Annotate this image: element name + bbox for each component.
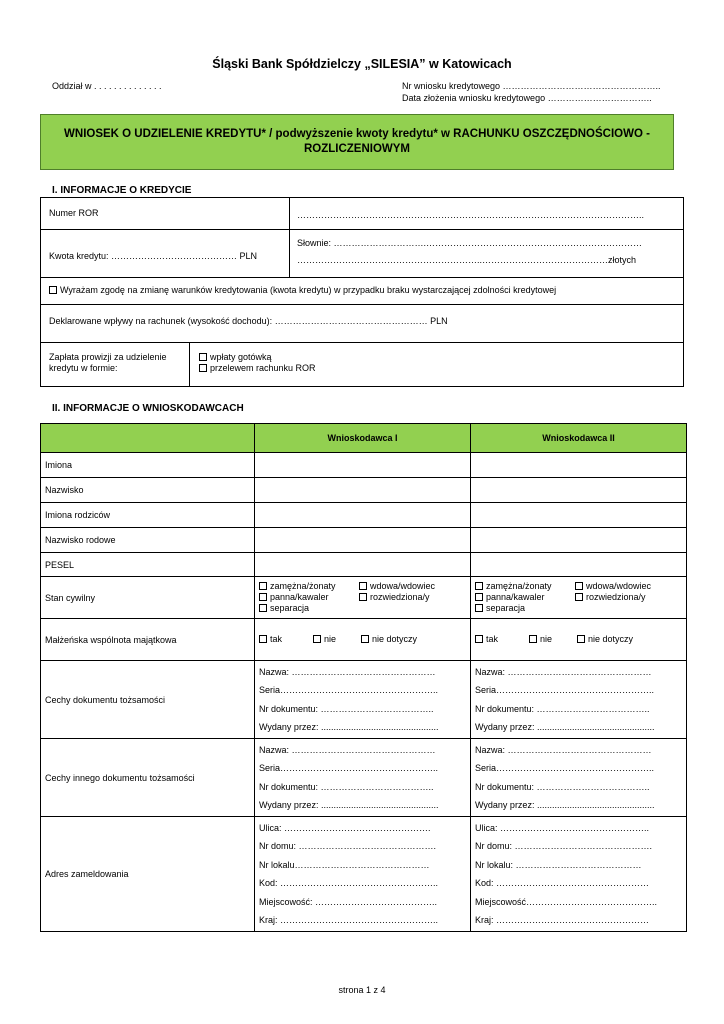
table-row	[41, 503, 687, 528]
checkbox[interactable]	[577, 635, 585, 643]
civil-widowed-option[interactable]	[575, 581, 651, 591]
joint-no-label: nie	[324, 634, 337, 644]
joint-na-option[interactable]	[577, 634, 633, 644]
applicant2-civil-status	[471, 577, 687, 619]
doc-number-field[interactable]: Nr dokumentu: ………………………………..	[259, 703, 434, 714]
fee-label-1: Zapłata prowizji za udzielenie	[49, 352, 167, 362]
civil-separated-option[interactable]	[475, 603, 525, 613]
civil-separated-label: separacja	[486, 603, 526, 613]
ror-input[interactable]: ……………………………………………………………………………………………………..	[297, 210, 645, 220]
page-number: strona 1 z 4	[338, 985, 386, 995]
checkbox[interactable]	[259, 635, 267, 643]
civil-divorced-option[interactable]	[575, 592, 646, 602]
table-row	[41, 453, 687, 478]
applicant1-parents-names-input[interactable]	[255, 503, 471, 528]
applicant1-address	[255, 817, 471, 932]
checkbox[interactable]	[475, 582, 483, 590]
address-code-field[interactable]: Kod: ……………………………………………	[475, 878, 650, 888]
table-row	[41, 661, 687, 739]
applicant2-address	[471, 817, 687, 932]
joint-na-label: nie dotyczy	[372, 634, 418, 644]
row-label-family-name: Nazwisko rodowe	[41, 528, 255, 553]
doc-number-field[interactable]: Nr dokumentu: ………………………………..	[259, 781, 434, 792]
checkbox[interactable]	[313, 635, 321, 643]
application-date-field[interactable]: Data złożenia wniosku kredytowego ……………………………..	[402, 93, 652, 103]
table-row	[41, 478, 687, 503]
application-number-field[interactable]: Nr wniosku kredytowego ……………………………………………..	[402, 81, 661, 91]
fee-cash-option[interactable]	[199, 352, 272, 363]
applicant1-joint-property	[255, 619, 471, 661]
table-row	[41, 528, 687, 553]
row-label-civil-status: Stan cywilny	[41, 577, 255, 619]
checkbox[interactable]	[475, 593, 483, 601]
civil-single-option[interactable]	[475, 592, 575, 603]
fee-cash-label: wpłaty gotówką	[210, 352, 272, 362]
row-label-joint-property: Małżeńska wspólnota majątkowa	[41, 619, 255, 661]
doc-issued-field[interactable]: Wydany przez: ...............................................	[475, 800, 655, 810]
checkbox[interactable]	[529, 635, 537, 643]
checkbox[interactable]	[259, 582, 267, 590]
civil-widowed-label: wdowa/wdowiec	[370, 581, 436, 591]
civil-divorced-label: rozwiedziona/y	[586, 592, 646, 602]
doc-issued-field[interactable]: Wydany przez: ...............................................	[259, 722, 439, 732]
joint-no-option[interactable]	[529, 634, 577, 645]
civil-single-label: panna/kawaler	[270, 592, 329, 602]
checkbox[interactable]	[475, 604, 483, 612]
address-house-field[interactable]: Nr domu: ……………………………………….	[475, 841, 653, 851]
civil-married-label: zamężna/żonaty	[486, 581, 552, 591]
income-field[interactable]: Deklarowane wpływy na rachunek (wysokość dochodu): …………………………………………… PLN	[49, 316, 448, 326]
checkbox[interactable]	[361, 635, 369, 643]
address-code-field[interactable]: Kod: ……………………………………………..	[259, 878, 439, 888]
section1-heading: I. INFORMACJE O KREDYCIE	[52, 185, 192, 196]
address-house-field[interactable]: Nr domu: ……………………………………….	[259, 841, 437, 851]
checkbox[interactable]	[475, 635, 483, 643]
applicant2-surname-input[interactable]	[471, 478, 687, 503]
applicant2-parents-names-input[interactable]	[471, 503, 687, 528]
row-label-first-names: Imiona	[41, 453, 255, 478]
table-row	[41, 553, 687, 577]
civil-single-label: panna/kawaler	[486, 592, 545, 602]
applicant2-other-id-doc	[471, 739, 687, 817]
joint-yes-label: tak	[270, 634, 283, 644]
fee-label-2: kredytu w formie:	[49, 363, 118, 373]
applicant2-joint-property	[471, 619, 687, 661]
amount-words-line1[interactable]: Słownie: ………………………….………………………………………………………………	[297, 238, 643, 248]
checkbox[interactable]	[359, 593, 367, 601]
applicant1-family-name-input[interactable]	[255, 528, 471, 553]
civil-widowed-label: wdowa/wdowiec	[586, 581, 652, 591]
address-city-field[interactable]: Miejscowość……………………………………..	[475, 896, 658, 907]
joint-no-label: nie	[540, 634, 553, 644]
joint-yes-option[interactable]	[475, 634, 529, 645]
applicant2-pesel-input[interactable]	[471, 553, 687, 577]
doc-series-field[interactable]: Seria……………………………………………..	[475, 685, 655, 695]
address-country-field[interactable]: Kraj: ……………………………………………	[475, 915, 650, 925]
branch-field[interactable]: Oddział w . . . . . . . . . . . . . .	[52, 81, 162, 91]
civil-single-option[interactable]	[259, 592, 359, 603]
address-city-field[interactable]: Miejscowość: …………………………………..	[259, 896, 438, 907]
header-empty-cell	[41, 424, 255, 453]
doc-series-field[interactable]: Seria……………………………………………..	[475, 763, 655, 773]
form-banner	[40, 114, 674, 170]
applicant2-family-name-input[interactable]	[471, 528, 687, 553]
col-applicant-1: Wnioskodawca I	[255, 424, 471, 453]
doc-name-field[interactable]: Nazwa: …………………………………………	[475, 744, 652, 755]
doc-issued-field[interactable]: Wydany przez: ...............................................	[475, 722, 655, 732]
applicant1-surname-input[interactable]	[255, 478, 471, 503]
applicant1-pesel-input[interactable]	[255, 553, 471, 577]
doc-name-field[interactable]: Nazwa: …………………………………………	[475, 666, 652, 677]
checkbox[interactable]	[259, 604, 267, 612]
checkbox[interactable]	[575, 582, 583, 590]
checkbox[interactable]	[359, 582, 367, 590]
row-label-surname: Nazwisko	[41, 478, 255, 503]
applicant1-other-id-doc	[255, 739, 471, 817]
checkbox[interactable]	[259, 593, 267, 601]
joint-yes-option[interactable]	[259, 634, 313, 645]
civil-separated-option[interactable]	[259, 603, 309, 613]
table-row	[41, 577, 687, 619]
applicant2-id-doc	[471, 661, 687, 739]
doc-issued-field[interactable]: Wydany przez: ...............................................	[259, 800, 439, 810]
doc-name-field[interactable]: Nazwa: …………………………………………	[259, 744, 436, 755]
doc-number-field[interactable]: Nr dokumentu: ………………………………..	[475, 781, 650, 792]
civil-married-label: zamężna/żonaty	[270, 581, 336, 591]
joint-na-option[interactable]	[361, 634, 417, 644]
applicant1-civil-status	[255, 577, 471, 619]
applicant2-first-names-input[interactable]	[471, 453, 687, 478]
fee-transfer-label: przelewem rachunku ROR	[210, 363, 316, 373]
address-flat-field[interactable]: Nr lokalu………………………………………	[259, 859, 430, 870]
doc-number-field[interactable]: Nr dokumentu: ………………………………..	[475, 703, 650, 714]
checkbox[interactable]	[575, 593, 583, 601]
fee-transfer-option[interactable]	[199, 363, 316, 374]
row-label-other-id-doc: Cechy innego dokumentu tożsamości	[41, 739, 255, 817]
fee-transfer-checkbox[interactable]	[199, 364, 207, 372]
applicant1-id-doc	[255, 661, 471, 739]
section2-heading: II. INFORMACJE O WNIOSKODAWCACH	[52, 403, 244, 414]
ror-label: Numer ROR	[49, 208, 99, 218]
fee-cash-checkbox[interactable]	[199, 353, 207, 361]
bank-title: Śląski Bank Spółdzielczy „SILESIA” w Katowicach	[212, 57, 512, 71]
address-street-field[interactable]: Ulica: ………………………………………….	[259, 822, 431, 833]
amount-field[interactable]: Kwota kredytu: …………………………………… PLN	[49, 251, 258, 261]
address-flat-field[interactable]: Nr lokalu: ……………………………………	[475, 859, 642, 870]
address-street-field[interactable]: Ulica: …………………………………………..	[475, 822, 650, 833]
applicants-table	[40, 423, 687, 932]
table-row	[41, 619, 687, 661]
civil-married-option[interactable]	[259, 581, 359, 592]
consent-item[interactable]	[49, 285, 556, 296]
row-label-pesel: PESEL	[41, 553, 255, 577]
civil-divorced-option[interactable]	[359, 592, 430, 602]
doc-series-field[interactable]: Seria……………………………………………..	[259, 763, 439, 773]
civil-married-option[interactable]	[475, 581, 575, 592]
address-country-field[interactable]: Kraj: ……………………………………………..	[259, 915, 439, 925]
applicant1-first-names-input[interactable]	[255, 453, 471, 478]
civil-widowed-option[interactable]	[359, 581, 435, 591]
amount-words-line2[interactable]: ……………………………………………………..……………………………………złotych	[297, 255, 637, 265]
row-label-id-doc: Cechy dokumentu tożsamości	[41, 661, 255, 739]
joint-yes-label: tak	[486, 634, 499, 644]
table-row	[41, 817, 687, 932]
table-header-row	[41, 424, 687, 453]
doc-series-field[interactable]: Seria……………………………………………..	[259, 685, 439, 695]
civil-divorced-label: rozwiedziona/y	[370, 592, 430, 602]
credit-info-box	[40, 197, 684, 387]
consent-label: Wyrażam zgodę na zmianę warunków kredytowania (kwota kredytu) w przypadku braku wystarczającej zdolności kredytowej	[60, 285, 557, 295]
joint-no-option[interactable]	[313, 634, 361, 645]
table-row	[41, 739, 687, 817]
row-label-parents-names: Imiona rodziców	[41, 503, 255, 528]
col-applicant-2: Wnioskodawca II	[471, 424, 687, 453]
doc-name-field[interactable]: Nazwa: …………………………………………	[259, 666, 436, 677]
consent-checkbox[interactable]	[49, 286, 57, 294]
joint-na-label: nie dotyczy	[588, 634, 634, 644]
civil-separated-label: separacja	[270, 603, 310, 613]
row-label-address: Adres zameldowania	[41, 817, 255, 932]
form-title: WNIOSEK O UDZIELENIE KREDYTU* / podwyższenie kwoty kredytu* w RACHUNKU OSZCZĘDNOŚCIOWO - ROZLICZENIOWYM	[64, 128, 650, 155]
